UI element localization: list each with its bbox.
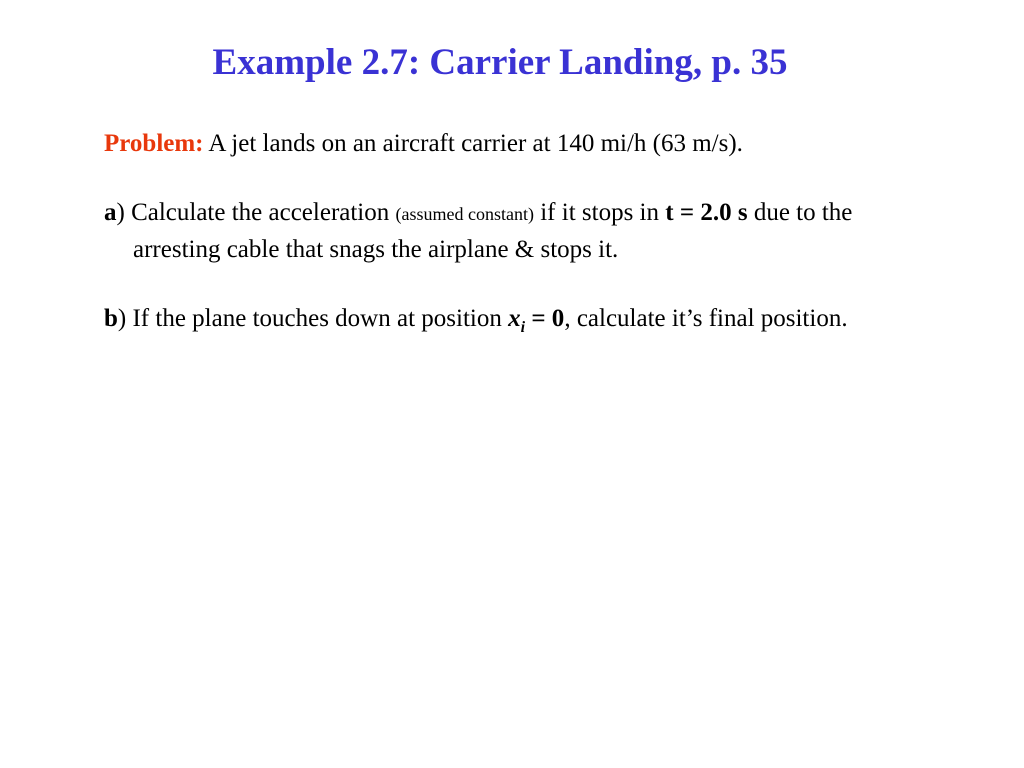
part-a-text-1: Calculate the acceleration bbox=[124, 199, 396, 226]
problem-label: Problem: bbox=[104, 130, 204, 157]
part-a-text-3: due to the arresting cable that snags the airplane & stops it. bbox=[133, 199, 853, 263]
part-b-equals-zero: = 0 bbox=[525, 305, 565, 332]
slide-title: Example 2.7: Carrier Landing, p. 35 bbox=[212, 42, 788, 83]
part-b-subscript: i bbox=[520, 319, 526, 336]
part-b-text-2: , calculate it’s final position. bbox=[564, 305, 848, 332]
part-b bbox=[104, 301, 904, 336]
part-a bbox=[104, 195, 904, 267]
part-a-text-2: if it stops in bbox=[533, 199, 666, 226]
part-a-label: a bbox=[104, 199, 117, 226]
part-b-text-1: If the plane touches down at position bbox=[126, 305, 509, 332]
problem-text: A jet lands on an aircraft carrier at 140 mi/h (63 m/s). bbox=[203, 130, 743, 157]
slide-body bbox=[104, 126, 904, 370]
part-b-label: b bbox=[104, 305, 118, 332]
problem-statement bbox=[104, 126, 904, 161]
part-a-note: (assumed constant) bbox=[395, 204, 534, 224]
part-b-paren: ) bbox=[117, 305, 127, 332]
part-b-variable: x bbox=[508, 305, 521, 332]
part-a-paren: ) bbox=[116, 199, 125, 226]
part-a-time: t = 2.0 s bbox=[665, 199, 748, 226]
